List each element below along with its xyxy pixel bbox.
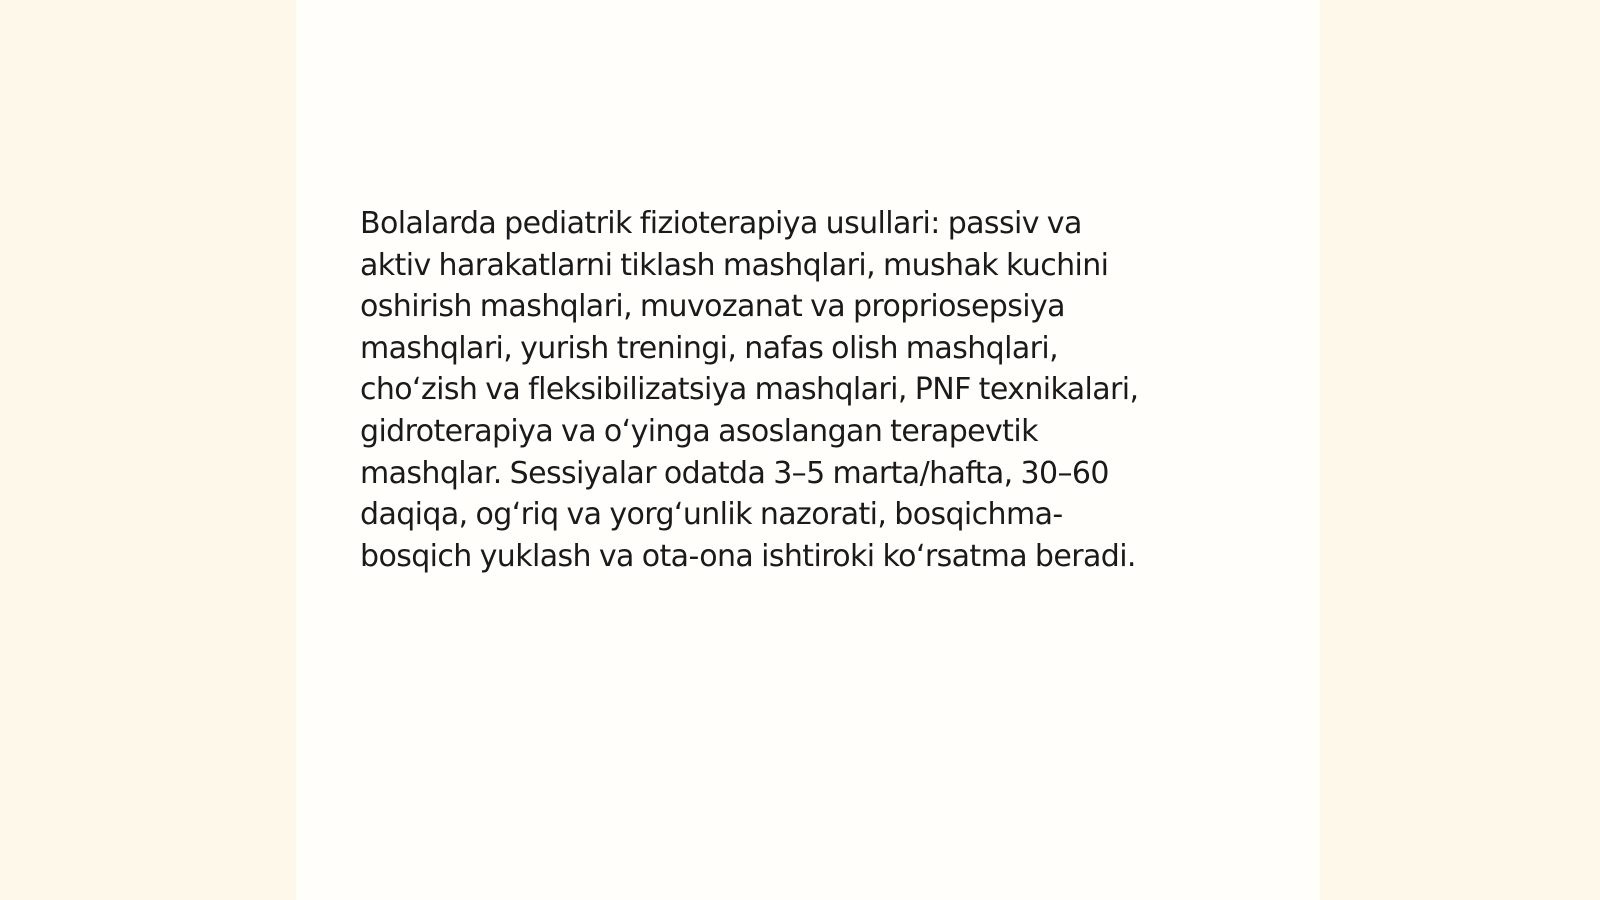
text-line: mashqlar. Sessiyalar odatda 3–5 marta/hafta, 30–60	[360, 455, 1109, 491]
slide-body-text	[360, 203, 1250, 577]
text-line: bosqich yuklash va ota-ona ishtiroki ko‘rsatma beradi.	[360, 538, 1136, 574]
text-line: daqiqa, og‘riq va yorg‘unlik nazorati, bosqichma-	[360, 497, 1063, 533]
text-line: cho‘zish va fleksibilizatsiya mashqlari, PNF texnikalari,	[360, 372, 1139, 408]
text-line: gidroterapiya va o‘yinga asoslangan terapevtik	[360, 413, 1038, 449]
text-line: mashqlari, yurish treningi, nafas olish mashqlari,	[360, 330, 1059, 366]
slide-canvas	[296, 0, 1320, 900]
text-line: aktiv harakatlarni tiklash mashqlari, mushak kuchini	[360, 247, 1109, 283]
text-line: oshirish mashqlari, muvozanat va propriosepsiya	[360, 289, 1065, 325]
text-line: Bolalarda pediatrik fizioterapiya usullari: passiv va	[360, 206, 1082, 241]
